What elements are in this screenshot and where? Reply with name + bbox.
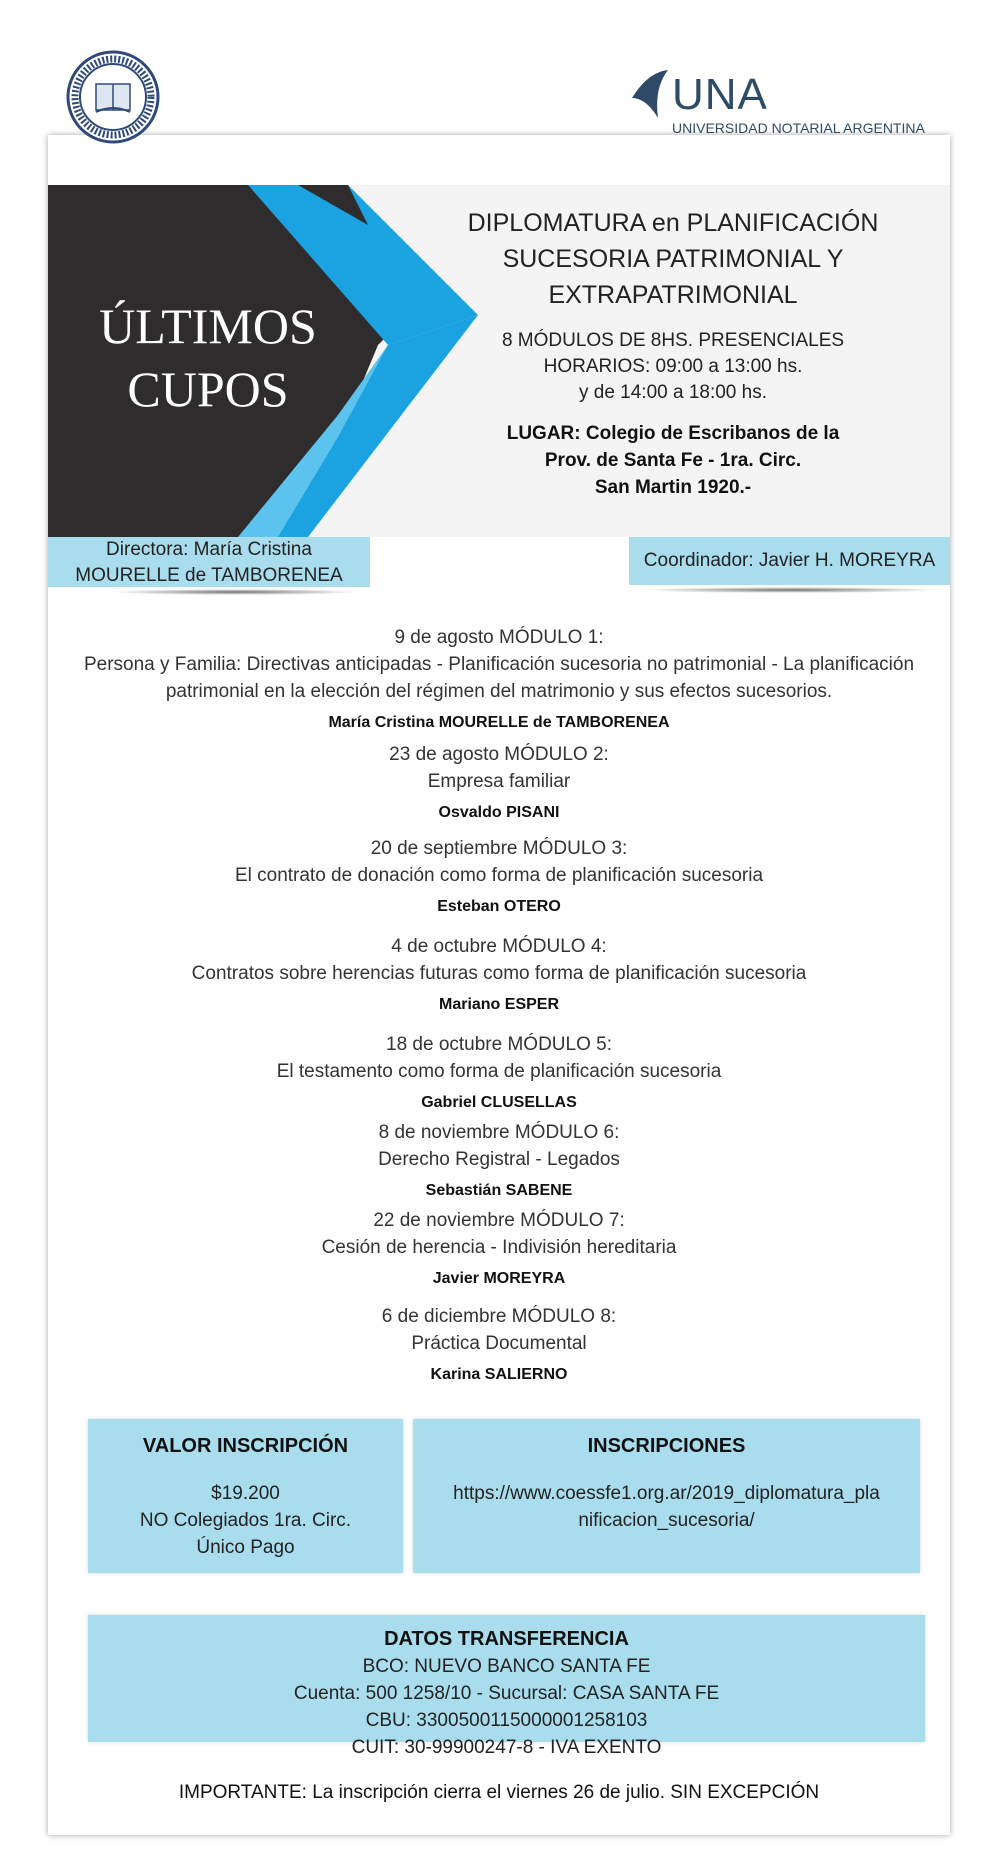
- directora-shadow: [110, 589, 360, 595]
- datos-cuenta: Cuenta: 500 1258/10 - Sucursal: CASA SANTA FE: [293, 1683, 720, 1704]
- venue-info: [448, 420, 898, 501]
- modules-list: [60, 624, 938, 1387]
- sched-line-1: 8 MÓDULOS DE 8HS. PRESENCIALES: [501, 330, 845, 351]
- module-4: [60, 933, 938, 1017]
- module-topic: El contrato de donación como forma de planificación sucesoria: [234, 865, 764, 886]
- course-title: [448, 205, 898, 313]
- module-speaker: Esteban OTERO: [437, 898, 561, 915]
- module-speaker: Sebastián SABENE: [425, 1182, 573, 1199]
- valor-title: VALOR INSCRIPCIÓN: [142, 1435, 349, 1457]
- badge-line-1: ÚLTIMOS: [99, 298, 317, 354]
- module-heading: 23 de agosto MÓDULO 2:: [389, 744, 609, 765]
- module-topic: Contratos sobre herencias futuras como forma de planificación sucesoria: [191, 963, 807, 984]
- module-heading: 4 de octubre MÓDULO 4:: [391, 936, 607, 957]
- inscripciones-link[interactable]: [413, 1480, 920, 1534]
- datos-cbu: CBU: 3300500115000001258103: [365, 1710, 648, 1731]
- schedule-info: [448, 328, 898, 406]
- sched-line-2: HORARIOS: 09:00 a 13:00 hs.: [543, 356, 803, 377]
- module-5: [60, 1031, 938, 1115]
- module-heading: 20 de septiembre MÓDULO 3:: [370, 838, 628, 859]
- title-line-2: SUCESORIA PATRIMONIAL Y: [502, 245, 844, 273]
- coordinador-tag: Coordinador: Javier H. MOREYRA: [629, 537, 950, 585]
- module-8: [60, 1303, 938, 1387]
- module-3: [60, 835, 938, 919]
- lugar-line-2: Prov. de Santa Fe - 1ra. Circ.: [544, 450, 802, 471]
- hero-banner: [48, 185, 950, 537]
- una-logo: [628, 60, 948, 150]
- inscripciones-box: [413, 1419, 920, 1573]
- badge-line-2: CUPOS: [127, 361, 289, 417]
- module-6: [60, 1119, 938, 1203]
- module-1: [60, 624, 938, 735]
- lugar-line-1: LUGAR: Colegio de Escribanos de la: [506, 423, 840, 444]
- directora-line-2: MOURELLE de TAMBORENEA: [75, 565, 343, 586]
- module-heading: 18 de octubre MÓDULO 5:: [386, 1034, 612, 1055]
- module-topic: El testamento como forma de planificación sucesoria: [276, 1061, 722, 1082]
- datos-transferencia-box: [88, 1615, 925, 1758]
- module-heading: 8 de noviembre MÓDULO 6:: [378, 1122, 620, 1143]
- una-subtitle: UNIVERSIDAD NOTARIAL ARGENTINA: [672, 120, 925, 136]
- module-topic: patrimonial en la elección del régimen del matrimonio y sus efectos sucesorios.: [165, 681, 833, 702]
- module-speaker: María Cristina MOURELLE de TAMBORENEA: [328, 714, 670, 731]
- valor-inscripcion-box: [88, 1419, 403, 1573]
- module-topic: Persona y Familia: Directivas anticipadas - Planificación sucesoria no patrimonial - La planificación: [83, 654, 915, 675]
- module-topic: Cesión de herencia - Indivisión hereditaria: [321, 1237, 677, 1258]
- title-line-1: DIPLOMATURA en PLANIFICACIÓN: [467, 209, 879, 237]
- url-line-2[interactable]: nificacion_sucesoria/: [578, 1510, 755, 1531]
- colegio-escribanos-seal-logo: [66, 50, 160, 144]
- sched-line-3: y de 14:00 a 18:00 hs.: [578, 382, 768, 403]
- module-speaker: Gabriel CLUSELLAS: [421, 1094, 577, 1111]
- datos-cuit: CUIT: 30-99900247-8 - IVA EXENTO: [351, 1737, 662, 1758]
- directora-line-1: Directora: María Cristina: [106, 539, 312, 560]
- module-topic: Empresa familiar: [427, 771, 571, 792]
- module-topic: Práctica Documental: [411, 1333, 587, 1354]
- module-7: [60, 1207, 938, 1291]
- module-heading: 22 de noviembre MÓDULO 7:: [373, 1210, 625, 1231]
- module-heading: 9 de agosto MÓDULO 1:: [394, 627, 604, 648]
- valor-price: $19.200: [211, 1483, 280, 1504]
- module-heading: 6 de diciembre MÓDULO 8:: [381, 1306, 617, 1327]
- ultimos-cupos-badge: [48, 295, 368, 421]
- valor-line-2: NO Colegiados 1ra. Circ.: [139, 1510, 352, 1531]
- valor-line-3: Único Pago: [196, 1537, 295, 1558]
- directora-tag: [48, 537, 370, 587]
- url-line-1[interactable]: https://www.coessfe1.org.ar/2019_diplomatura_pla: [453, 1483, 880, 1504]
- module-speaker: Javier MOREYRA: [432, 1270, 566, 1287]
- datos-bco: BCO: NUEVO BANCO SANTA FE: [362, 1656, 651, 1677]
- module-topic: Derecho Registral - Legados: [378, 1149, 620, 1170]
- title-line-3: EXTRAPATRIMONIAL: [548, 281, 798, 309]
- module-speaker: Karina SALIERNO: [430, 1366, 568, 1383]
- module-speaker: Osvaldo PISANI: [438, 804, 560, 821]
- una-brand-text: UNA: [672, 70, 768, 119]
- module-speaker: Mariano ESPER: [438, 996, 560, 1013]
- lugar-line-3: San Martin 1920.-: [594, 477, 752, 498]
- coordinador-shadow: [640, 587, 940, 593]
- module-2: [60, 741, 938, 825]
- datos-title: DATOS TRANSFERENCIA: [384, 1628, 629, 1650]
- importante-notice: IMPORTANTE: La inscripción cierra el viernes 26 de julio. SIN EXCEPCIÓN: [178, 1782, 820, 1803]
- inscripciones-title: INSCRIPCIONES: [587, 1435, 746, 1457]
